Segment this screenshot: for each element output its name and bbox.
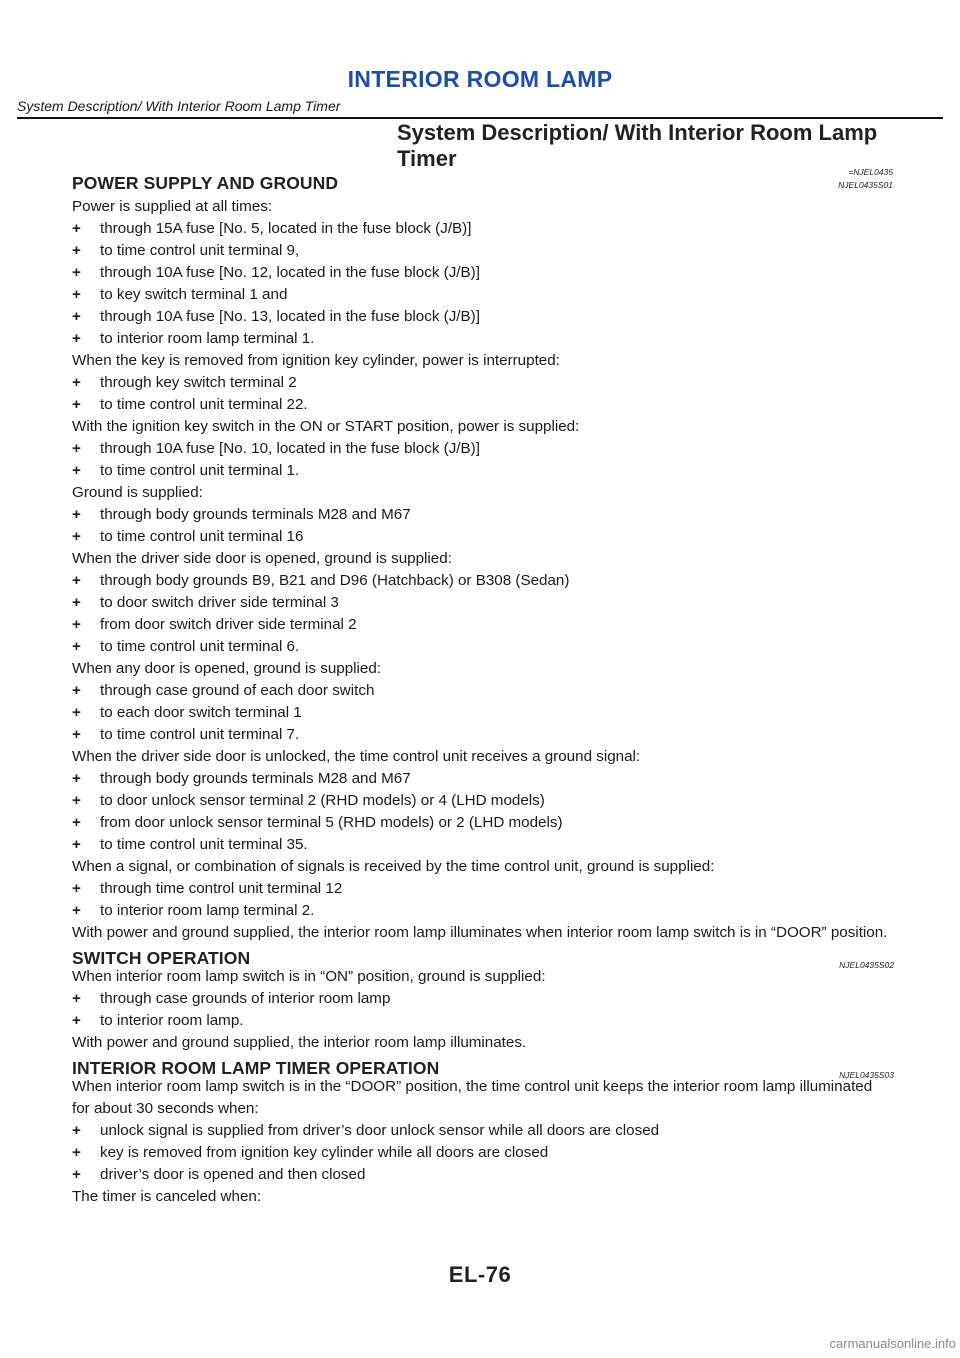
bullet-mark: + [72,396,81,413]
bullet-mark: + [72,506,81,523]
bullet-list-power-5 [72,570,894,658]
list-item: + through body grounds B9, B21 and D96 (Hatchback) or B308 (Sedan) [72,570,894,592]
list-item: + to each door switch terminal 1 [72,702,894,724]
bullet-mark: + [72,836,81,853]
watermark-link[interactable]: carmanualsonline.info [829,1336,956,1351]
section-heading-power: POWER SUPPLY AND GROUND [72,173,339,193]
bullet-list-power-7 [72,768,894,856]
list-item: + from door switch driver side terminal 2 [72,614,894,636]
paragraph: With the ignition key switch in the ON or START position, power is supplied: [72,418,580,435]
paragraph: When a signal, or combination of signals is received by the time control unit, ground is supplied: [72,858,715,875]
list-item: + to door unlock sensor terminal 2 (RHD models) or 4 (LHD models) [72,790,894,812]
list-item: + through 15A fuse [No. 5, located in the fuse block (J/B)] [72,218,894,240]
bullet-mark: + [72,1122,81,1139]
paragraph: With power and ground supplied, the interior room lamp illuminates when interior room lamp switch is in “DOOR” position. [72,924,888,941]
list-item: + to interior room lamp terminal 2. [72,900,894,922]
bullet-mark: + [72,638,81,655]
paragraph: Ground is supplied: [72,484,203,501]
header-rule [17,117,943,119]
list-item: + unlock signal is supplied from driver’s door unlock sensor while all doors are closed [72,1120,894,1142]
bullet-list-power-6 [72,680,894,746]
bullet-mark: + [72,990,81,1007]
paragraph: When the driver side door is unlocked, the time control unit receives a ground signal: [72,748,641,765]
paragraph: Power is supplied at all times: [72,198,273,215]
list-item: + to interior room lamp. [72,1010,894,1032]
bullet-mark: + [72,330,81,347]
bullet-list-power-4 [72,504,894,548]
paragraph: When interior room lamp switch is in “ON” position, ground is supplied: [72,968,546,985]
document-title-line-2: Timer [397,146,457,171]
page-number: EL-76 [448,1262,512,1287]
list-item: + through key switch terminal 2 [72,372,894,394]
paragraph: When interior room lamp switch is in the “DOOR” position, the time control unit keeps the interior room lamp illuminated for about 30 seconds when: [72,1078,873,1117]
list-item: + through time control unit terminal 12 [72,878,894,900]
bullet-mark: + [72,374,81,391]
document-title-line-1: System Description/ With Interior Room Lamp [397,120,878,145]
bullet-mark: + [72,704,81,721]
bullet-mark: + [72,1166,81,1183]
bullet-mark: + [72,902,81,919]
list-item: + to door switch driver side terminal 3 [72,592,894,614]
bullet-mark: + [72,264,81,281]
paragraph: With power and ground supplied, the interior room lamp illuminates. [72,1034,527,1051]
bullet-list-timer [72,1120,894,1186]
paragraph: When the driver side door is opened, ground is supplied: [72,550,452,567]
bullet-mark: + [72,308,81,325]
section-ref-timer: NJEL0435S03 [839,1070,894,1080]
bullet-mark: + [72,770,81,787]
paragraph: When any door is opened, ground is supplied: [72,660,382,677]
bullet-mark: + [72,242,81,259]
bullet-mark: + [72,220,81,237]
bullet-list-power-2 [72,372,894,416]
section-heading-timer: INTERIOR ROOM LAMP TIMER OPERATION [72,1058,440,1078]
list-item: + to time control unit terminal 9, [72,240,894,262]
list-item: + through body grounds terminals M28 and M67 [72,504,894,526]
list-item: + from door unlock sensor terminal 5 (RHD models) or 2 (LHD models) [72,812,894,834]
bullet-list-switch [72,988,894,1032]
section-heading-switch: SWITCH OPERATION [72,948,251,968]
document-title [397,120,897,172]
bullet-list-power-1 [72,218,894,350]
list-item: + to time control unit terminal 22. [72,394,894,416]
header-title: INTERIOR ROOM LAMP [347,66,613,92]
bullet-mark: + [72,792,81,809]
bullet-mark: + [72,462,81,479]
list-item: + to key switch terminal 1 and [72,284,894,306]
list-item: + to interior room lamp terminal 1. [72,328,894,350]
list-item: + to time control unit terminal 1. [72,460,894,482]
paragraph: The timer is canceled when: [72,1188,262,1205]
list-item: + through case grounds of interior room lamp [72,988,894,1010]
list-item: + through case ground of each door switch [72,680,894,702]
list-item: + through 10A fuse [No. 13, located in the fuse block (J/B)] [72,306,894,328]
list-item: + to time control unit terminal 6. [72,636,894,658]
section-ref-power: NJEL0435S01 [838,180,893,190]
bullet-mark: + [72,814,81,831]
bullet-mark: + [72,1144,81,1161]
document-ref: =NJEL0435 [848,167,893,177]
bullet-mark: + [72,880,81,897]
bullet-mark: + [72,528,81,545]
bullet-mark: + [72,286,81,303]
body-text [72,196,894,1208]
list-item: + through 10A fuse [No. 12, located in the fuse block (J/B)] [72,262,894,284]
bullet-list-power-3 [72,438,894,482]
bullet-mark: + [72,572,81,589]
bullet-mark: + [72,682,81,699]
bullet-mark: + [72,726,81,743]
bullet-mark: + [72,440,81,457]
header-subtitle: System Description/ With Interior Room Lamp Timer [17,98,341,114]
list-item: + key is removed from ignition key cylinder while all doors are closed [72,1142,894,1164]
bullet-mark: + [72,594,81,611]
bullet-mark: + [72,616,81,633]
list-item: + to time control unit terminal 16 [72,526,894,548]
bullet-mark: + [72,1012,81,1029]
list-item: + to time control unit terminal 7. [72,724,894,746]
paragraph: When the key is removed from ignition key cylinder, power is interrupted: [72,352,560,369]
list-item: + to time control unit terminal 35. [72,834,894,856]
bullet-list-power-8 [72,878,894,922]
list-item: + through body grounds terminals M28 and M67 [72,768,894,790]
section-ref-switch: NJEL0435S02 [839,960,894,970]
list-item: + through 10A fuse [No. 10, located in the fuse block (J/B)] [72,438,894,460]
list-item: + driver’s door is opened and then closed [72,1164,894,1186]
